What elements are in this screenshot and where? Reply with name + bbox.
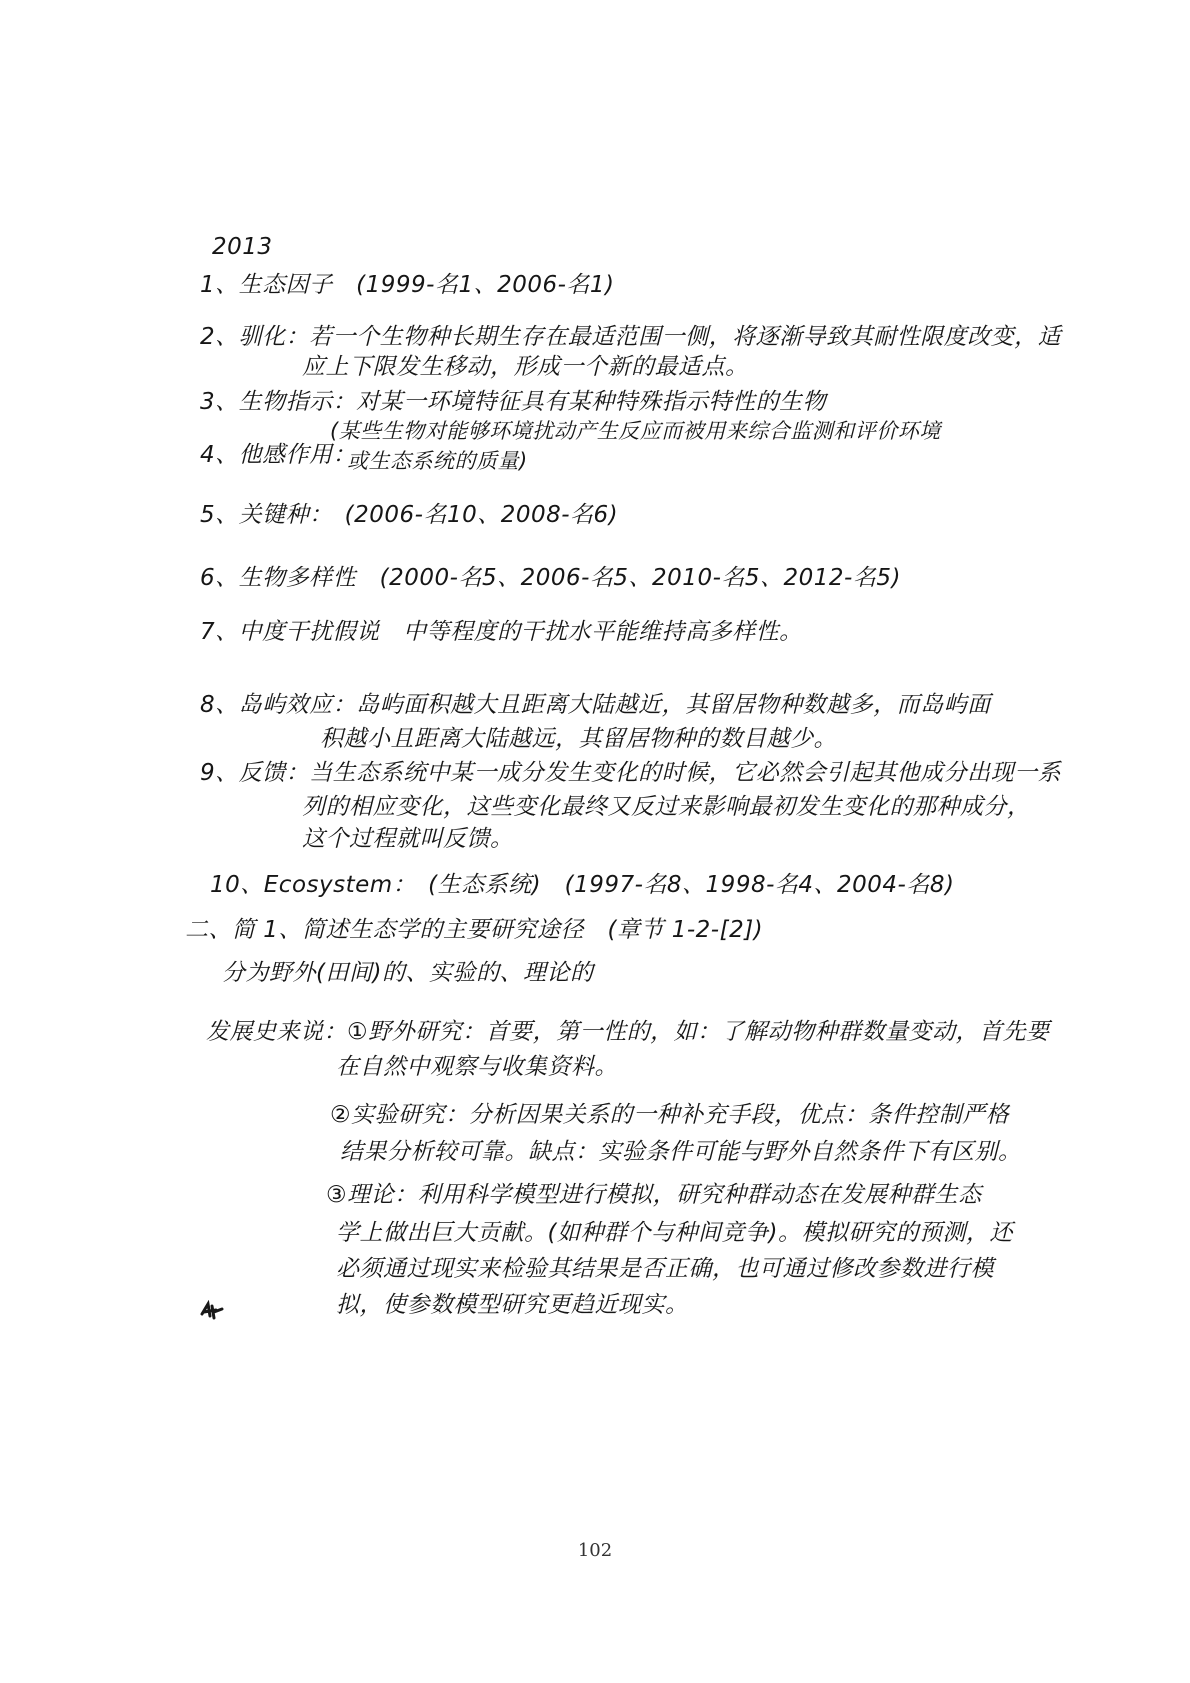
note-line: 1、生态因子 (1999-名1、2006-名1) — [200, 272, 615, 298]
note-line: 学上做出巨大贡献。(如种群个与种间竞争)。模拟研究的预测，还 — [336, 1220, 1013, 1246]
page-number: 102 — [577, 1540, 613, 1561]
note-line: 3、生物指示：对某一环境特征具有某种特殊指示特性的生物 — [200, 389, 827, 415]
note-line: 10、Ecosystem： (生态系统) (1997-名8、1998-名4、2004-名8) — [210, 872, 955, 898]
note-line: 或生态系统的质量) — [347, 449, 528, 473]
note-line: 二、简 1、简述生态学的主要研究途径 (章节 1-2-[2]) — [185, 917, 764, 943]
note-line: ②实验研究：分析因果关系的一种补充手段，优点：条件控制严格 — [330, 1102, 1010, 1128]
note-line: 结果分析较可靠。缺点：实验条件可能与野外自然条件下有区别。 — [340, 1139, 1022, 1165]
note-line: 积越小且距离大陆越远，其留居物种的数目越少。 — [320, 726, 837, 752]
note-line: (某些生物对能够环境扰动产生反应而被用来综合监测和评价环境 — [330, 419, 941, 443]
note-line: 8、岛屿效应：岛屿面积越大且距离大陆越近，其留居物种数越多，而岛屿面 — [200, 692, 991, 718]
margin-scribble-icon — [198, 1300, 228, 1322]
note-line: 2、驯化：若一个生物种长期生存在最适范围一侧，将逐渐导致其耐性限度改变，适 — [200, 324, 1062, 350]
note-line: 分为野外(田间)的、实验的、理论的 — [222, 960, 594, 986]
note-line: 9、反馈：当生态系统中某一成分发生变化的时候，它必然会引起其他成分出现一系 — [200, 760, 1062, 786]
note-line: 这个过程就叫反馈。 — [302, 826, 514, 852]
note-line: ③理论：利用科学模型进行模拟，研究种群动态在发展种群生态 — [326, 1182, 982, 1208]
note-line: 7、中度干扰假说 中等程度的干扰水平能维持高多样性。 — [200, 619, 803, 645]
note-line: 应上下限发生移动，形成一个新的最适点。 — [302, 354, 749, 380]
note-line: 必须通过现实来检验其结果是否正确，也可通过修改参数进行模 — [336, 1256, 994, 1282]
note-line: 发展史来说：①野外研究：首要，第一性的，如：了解动物种群数量变动，首先要 — [206, 1019, 1050, 1045]
note-line: 拟，使参数模型研究更趋近现实。 — [336, 1292, 689, 1318]
year-heading: 2013 — [212, 234, 273, 260]
note-line: 4、他感作用： — [200, 442, 357, 468]
note-line: 在自然中观察与收集资料。 — [336, 1054, 618, 1080]
note-line: 6、生物多样性 (2000-名5、2006-名5、2010-名5、2012-名5) — [200, 565, 901, 591]
note-line: 列的相应变化，这些变化最终又反过来影响最初发生变化的那种成分， — [302, 794, 1031, 820]
note-line: 5、关键种： (2006-名10、2008-名6) — [200, 502, 619, 528]
